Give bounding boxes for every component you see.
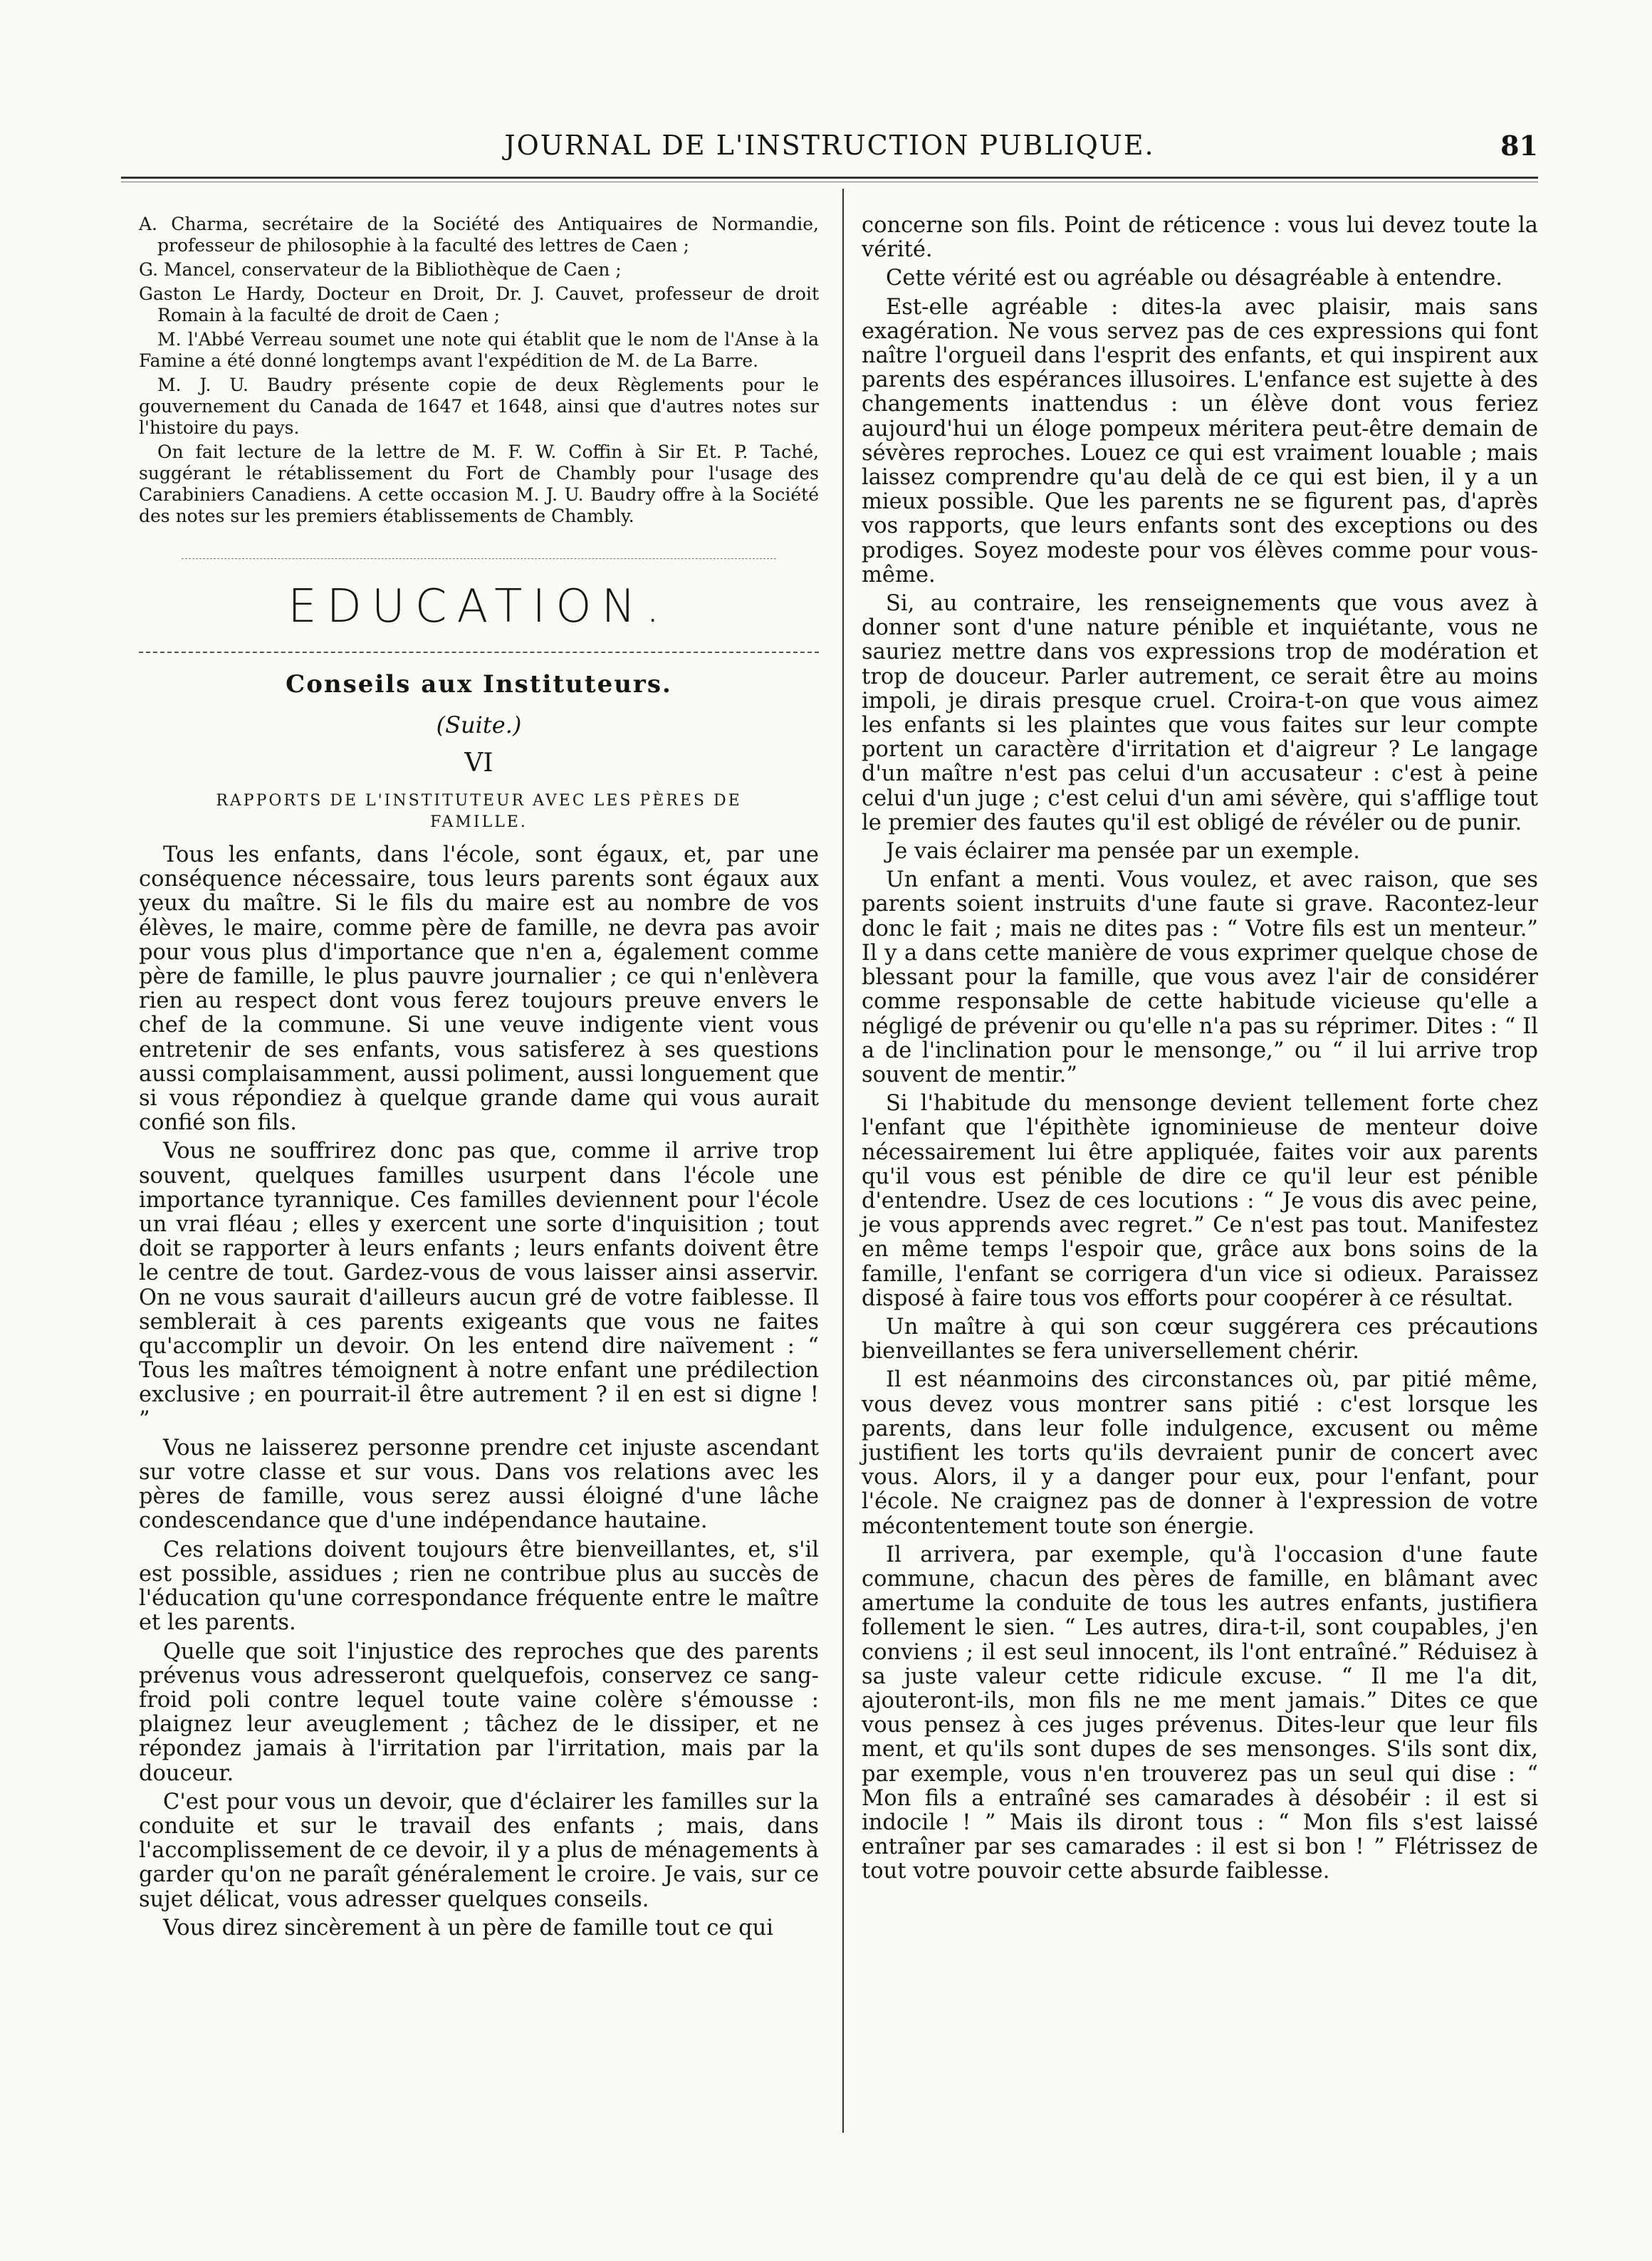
- column-divider: [842, 189, 844, 2133]
- separator-rule: [182, 558, 776, 559]
- right-column: [862, 214, 1538, 1889]
- chapter-heading: RAPPORTS DE L'INSTITUTEUR AVEC LES PÈRES DE FAMILLE.: [216, 792, 742, 831]
- article-body-continued: [862, 214, 1538, 1884]
- body-paragraph: Ces relations doivent toujours être bienveillantes, et, s'il est possible, assidues ; rien ne contribue plus au succès de l'éducation qu'une correspondance fréquente entre le maître et les parents.: [139, 1537, 819, 1636]
- body-paragraph: Est-elle agréable : dites-la avec plaisir, mais sans exagération. Ne vous servez pas de ces expressions qui font naître l'orgueil dans l'esprit des enfants, et qui inspirent aux parents des espérances illusoires. L'enfance est sujette à des changements inattendus : un élève dont vous feriez aujourd'hui un éloge pompeux méritera peut-être demain de sévères reproches. Louez ce qui est vraiment louable ; mais laissez comprendre qu'au delà de ce qui est bien, il y a un mieux possible. Que les parents ne se figurent pas, d'après vos rapports, que leurs enfants sont des exceptions ou des prodiges. Soyez modeste pour vos élèves comme pour vous-même.: [862, 294, 1538, 588]
- body-paragraph: Si, au contraire, les renseignements que vous avez à donner sont d'une nature pénible et inquiétante, vous ne sauriez mettre dans vos expressions trop de modération et trop de douceur. Parler autrement, ce serait être au moins impoli, je dirais presque cruel. Croira-t-on que vous aimez les enfants si les plaintes que vous faites sur leur compte portent un caractère d'irritation et d'aigreur ? Le langage d'un maître n'est pas celui d'un accusateur : c'est à peine celui d'un juge ; c'est celui d'un ami sévère, qui s'afflige tout le premier des fautes qu'il est obligé de révéler ou de punir.: [862, 591, 1538, 835]
- left-column: [139, 214, 819, 1945]
- page-number: 81: [1500, 130, 1538, 162]
- note-paragraph: On fait lecture de la lettre de M. F. W. Coffin à Sir Et. P. Taché, suggérant le rétablissement du Fort de Chambly pour l'usage des Carabiniers Canadiens. A cette occasion M. J. U. Baudry offre à la Société des notes sur les premiers établissements de Chambly.: [139, 442, 819, 526]
- separator-rule: [139, 652, 819, 653]
- page-header: [121, 127, 1538, 169]
- body-paragraph: Si l'habitude du mensonge devient tellement forte chez l'enfant que l'épithète ignominieuse de menteur doive nécessairement lui être appliquée, faites voir aux parents qu'il vous est pénible de dire ce qu'il leur est pénible d'entendre. Usez de ces locutions : “ Je vous dis avec peine, je vous apprends avec regret.” Ce n'est pas tout. Manifestez en même temps l'espoir que, grâce aux bons soins de la famille, l'enfant se corrigera d'un vice si odieux. Paraissez disposé à faire tous vos efforts pour coopérer à ce résultat.: [862, 1091, 1538, 1311]
- section-title: EDUCATION.: [288, 580, 670, 633]
- running-title: JOURNAL DE L'INSTRUCTION PUBLIQUE.: [504, 130, 1155, 161]
- body-paragraph: Un maître à qui son cœur suggérera ces précautions bienveillantes se fera universellement chérir.: [862, 1314, 1538, 1364]
- note-paragraph: A. Charma, secrétaire de la Société des Antiquaires de Normandie, professeur de philosophie à la faculté des lettres de Caen ;: [139, 214, 819, 256]
- body-paragraph: Vous ne souffrirez donc pas que, comme il arrive trop souvent, quelques familles usurpent dans l'école une importance tyrannique. Ces familles deviennent pour l'école un vrai fléau ; elles y exercent une sorte d'inquisition ; tout doit se rapporter à leurs enfants ; leurs enfants doivent être le centre de tout. Gardez-vous de vous laisser ainsi asservir. On ne vous saurait d'ailleurs aucun gré de votre faiblesse. Il semblerait à ces parents exigeants que vous ne faites qu'accomplir un devoir. On les entend dire naïvement : “ Tous les maîtres témoignent à notre enfant une prédilection exclusive ; en pourrait-il être autrement ? il en est si digne ! ”: [139, 1139, 819, 1432]
- body-paragraph: concerne son fils. Point de réticence : vous lui devez toute la vérité.: [862, 213, 1538, 263]
- article-body: [139, 843, 819, 1941]
- note-paragraph: G. Mancel, conservateur de la Bibliothèque de Caen ;: [139, 259, 622, 280]
- body-paragraph: Il est néanmoins des circonstances où, par pitié même, vous devez vous montrer sans pitié : c'est lorsque les parents, dans leur folle indulgence, excusent ou même justifient les torts qu'ils devraient punir de concert avec vous. Alors, il y a danger pour eux, pour l'enfant, pour l'école. Ne craignez pas de donner à l'expression de votre mécontentement toute son énergie.: [862, 1367, 1538, 1539]
- chapter-number: VI: [464, 748, 493, 778]
- article-title: Conseils aux Instituteurs.: [286, 670, 672, 699]
- note-paragraph: M. l'Abbé Verreau soumet une note qui établit que le nom de l'Anse à la Famine a été donné longtemps avant l'expédition de M. de La Barre.: [139, 329, 819, 371]
- body-paragraph: Quelle que soit l'injustice des reproches que des parents prévenus vous adresseront quelquefois, conservez ce sang-froid poli contre lequel toute vaine colère s'émousse : plaignez leur aveuglement ; tâchez de le dissiper, et ne répondez jamais à l'irritation par l'irritation, mais par la douceur.: [139, 1639, 819, 1786]
- minutes-notes: [139, 214, 819, 527]
- body-paragraph: Tous les enfants, dans l'école, sont égaux, et, par une conséquence nécessaire, tous leurs parents sont égaux aux yeux du maître. Si le fils du maire est au nombre de vos élèves, le maire, comme père de famille, ne devra pas avoir pour vous plus d'importance que n'en a, également comme père de famille, le plus pauvre journalier ; ce qui n'enlèvera rien au respect dont vous ferez toujours preuve envers le chef de la commune. Si une veuve indigente vient vous entretenir de ses enfants, vous satisferez à ses questions aussi complaisamment, aussi poliment, aussi longuement que si vous répondiez à quelque grande dame qui vous aurait confié son fils.: [139, 842, 819, 1136]
- body-paragraph: Vous ne laisserez personne prendre cet injuste ascendant sur votre classe et sur vous. Dans vos relations avec les pères de famille, vous serez aussi éloigné d'une lâche condescendance que d'une indépendance hautaine.: [139, 1435, 819, 1534]
- body-paragraph: Un enfant a menti. Vous voulez, et avec raison, que ses parents soient instruits d'une faute si grave. Racontez-leur donc le fait ; mais ne dites pas : “ Votre fils est un menteur.” Il y a dans cette manière de vous exprimer quelque chose de blessant pour la famille, que vous avez l'air de considérer comme responsable de cette habitude vicieuse qu'elle a négligé de prévenir ou qu'elle n'a pas su réprimer. Dites : “ Il a de l'inclination pour le mensonge,” ou “ il lui arrive trop souvent de mentir.”: [862, 867, 1538, 1087]
- body-paragraph: Il arrivera, par exemple, qu'à l'occasion d'une faute commune, chacun des pères de famille, en blâmant avec amertume la conduite de tous les autres enfants, justifiera follement le sien. “ Les autres, dira-t-il, sont coupables, j'en conviens ; il est seul innocent, ils l'ont entraîné.” Réduisez à sa juste valeur cette ridicule excuse. “ Il me l'a dit, ajouteront-ils, mon fils ne me ment jamais.” Dites ce que vous pensez à ces juges prévenus. Dites-leur que leur fils ment, et qu'ils sont dupes de ses mensonges. S'ils sont dix, par exemple, vous n'en trouverez pas un seul qui dise : “ Mon fils a entraîné ses camarades à désobéir : il est si indocile ! ” Mais ils diront tous : “ Mon fils s'est laissé entraîner par ses camarades : il est si bon ! ” Flétrissez de tout votre pouvoir cette absurde faiblesse.: [862, 1542, 1538, 1884]
- note-paragraph: M. J. U. Baudry présente copie de deux Règlements pour le gouvernement du Canada de 1647 et 1648, ainsi que d'autres notes sur l'histoire du pays.: [139, 375, 819, 438]
- body-paragraph: Vous direz sincèrement à un père de famille tout ce qui: [163, 1915, 774, 1941]
- body-paragraph: Cette vérité est ou agréable ou désagréable à entendre.: [886, 266, 1503, 291]
- note-paragraph: Gaston Le Hardy, Docteur en Droit, Dr. J. Cauvet, professeur de droit Romain à la faculté de droit de Caen ;: [139, 283, 819, 325]
- article-continuation: (Suite.): [436, 711, 522, 738]
- body-paragraph: C'est pour vous un devoir, que d'éclairer les familles sur la conduite et sur le travail des enfants ; mais, dans l'accomplissement de ce devoir, il y a plus de ménagements à garder qu'on ne paraît généralement le croire. Je vais, sur ce sujet délicat, vous adresser quelques conseils.: [139, 1789, 819, 1912]
- body-paragraph: Je vais éclairer ma pensée par un exemple.: [886, 839, 1360, 865]
- header-rule: [121, 177, 1538, 182]
